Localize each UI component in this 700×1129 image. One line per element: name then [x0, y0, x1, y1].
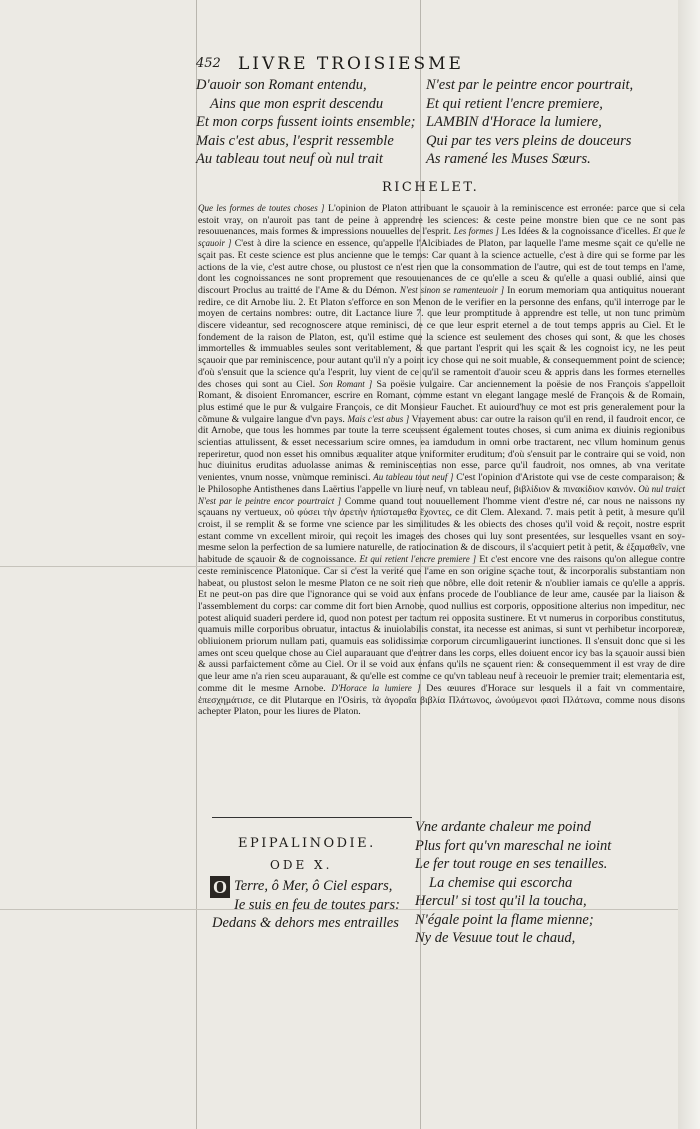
verse-line: Ains que mon esprit descendu: [210, 95, 384, 112]
verse-line: Mais c'est abus, l'esprit ressemble: [196, 132, 394, 149]
verse-line: Hercul' si tost qu'il la toucha,: [415, 893, 587, 909]
section-title: RICHELET.: [382, 180, 480, 195]
lemma: D'Horace la lumiere ]: [331, 682, 421, 693]
verse-line: LAMBIN d'Horace la lumiere,: [426, 114, 602, 130]
verse-line: Et qui retient l'encre premiere,: [426, 95, 603, 112]
lemma: Que les formes de toutes choses ]: [198, 203, 325, 213]
ode-left-column: [234, 877, 400, 914]
note-text: In eorum memoriam qua antiquitus nouerant redire, ce dit Arnobe liu. 2. Et Platon s'efforce en son Menon de le verifier en la personne des enfans, qu'il interroge par le moyen de certains nombres: outre, dit Lactance liure 7. que leur promptitude à apprendre est telle, ut non tunc primùm discere videantur, sed recognoscere atque reminisci, de ce que leur esprit eternel a de tout temps appris au Ciel. Et le fondement de la raison de Platon, est, qu'il estime que la science est seulement des choses qui sont, & que les choses immortelles & immuables seules sont veritablement, & que partant l'esprit qui les sçait & les cognoist icy, ne les peut sçauoir que par reminiscence, pour autant qu'il n'y a point icy chose qui ne soit muable, & consequemment point de science; d'où s'ensuit que la science qu'a l'esprit, luy vient de ce qu'il se ramentoit d'auoir sceu & appris dans les formes eternelles des choses qui sont au Ciel.: [198, 284, 685, 390]
verse-line: Dedans & dehors mes entrailles: [212, 915, 399, 931]
verse-line: La chemise qui escorcha: [429, 874, 573, 891]
note-text: Comme quand tout nouuellement l'homme vient d'estre né, car nous ne naissons ny sçauans ny vertueux, οὐ φύσει τὴν ἀρετὴν ἠπίσταμεθα ἔχοντες, ce dit Clem. Alexand. 7. mais petit à petit, à mesure qu'il croist, il se remplit & se forme vne science par les similitudes & les obiects des choses qu'il void & reçoit, nostre esprit estant comme vn excellent miroir, qui reçoit les images des choses qui luy sont presentées, sur lesquelles vsant en soy-mesme selon la perfection de sa lumiere naturelle, de ratiocination & de discours, il s'acquiert petit à petit, & ἐξαμαθεῖν, vne habitude de sçauoir & de cognoissance.: [198, 495, 685, 566]
ode-subtitle: ODE X.: [270, 858, 333, 872]
lemma: Les formes ]: [453, 226, 499, 237]
verse-line: Et mon corps fussent ioints ensemble;: [196, 114, 416, 130]
verse-right-column: [426, 76, 633, 169]
drop-cap: O: [210, 876, 230, 898]
fold-line: [196, 0, 197, 1129]
running-head: LIVRE TROISIESME: [238, 54, 464, 74]
verse-line: N'est par le peintre encor pourtrait,: [426, 77, 634, 93]
note-text: Vrayement abus: car outre la raison qu'il en rend, il faudroit encor, ce dit Arnobe, que tous les hommes par toute la terre sceussent également toutes choses, si cum anima ex diuinis regionibus scientias attulissent, & esset necessarium scire omnes, ea iamdudum in omni orbe tractarent, nec vllum hominum genus reperiretur, quod non esset his omnibus æqualiter atque vniformiter eruditum; d'où s'ensuit par le contraire qui se void, non huc diuinitus eruditas aduolasse animas & reminiscentias non esse, parce qu'il faudroit, nos omnes, ab vna veritate venientes, vnum nosse, vnùmque reminisci.: [198, 413, 686, 484]
verse-line: Au tableau tout neuf où nul trait: [196, 151, 383, 167]
lemma: Où nul traict N'est par le peintre encor pourtraict ]: [198, 483, 686, 506]
page-number: 452: [196, 56, 221, 71]
ode-title: EPIPALINODIE.: [238, 836, 376, 851]
verse-line: Le fer tout rouge en ses tenailles.: [415, 856, 608, 872]
commentary-text: [198, 203, 685, 718]
note-text: L'opinion de Platon attribuant le sçauoir à la reminiscence est erronée: parce que si cela estoit vray, on n'auroit pas tant de peine à apprendre les sciences: & ceste peine monstre bien que ce ne sont pas resouuenances, mais formes & impressions nouuelles de l'esprit.: [198, 203, 685, 238]
lemma: Mais c'est abus ]: [347, 413, 410, 424]
note-text: Les Idées & la cognoissance d'icelles.: [498, 226, 651, 238]
section-divider: [212, 817, 412, 818]
ode-right-column: [415, 818, 611, 948]
note-text: Des œuures d'Horace sur lesquels il a fait vn commentaire, ἐπεσχημάτισε, ce dit Plutarque en l'Osiris, τὰ ἀγοραῖα βιβλία Πλάτωνος, ὠνούμενοι φασὶ Πλάτωνα, comme nous disons achepter Platon, pour les liures de Platon.: [198, 682, 686, 718]
verse-line: Qui par tes vers pleins de douceurs: [426, 132, 632, 149]
commentary-block: [198, 203, 685, 718]
verse-line: Ie suis en feu de toutes pars:: [234, 896, 400, 913]
lemma: Au tableau tout neuf ]: [373, 472, 454, 483]
note-text: Sa poësie vulgaire. Car anciennement la poësie de nos François s'appelloit Romant, & disoient Enromancer, escrire en Romant, comme estant vn elegant langage meslé de François & de Romain, plus estimé que le pur & vulgaire François, ce dit Monsieur Fauchet. Et auiourd'huy ce mot est pris generalement pour la cõmune & vulgaire langue d'vn pays.: [198, 378, 686, 425]
verse-line: Ny de Vesuue tout le chaud,: [415, 930, 576, 946]
lemma: N'est sinon se ramenteuoir ]: [399, 284, 505, 295]
verse-line: D'auoir son Romant entendu,: [196, 77, 367, 93]
lemma: Et qui retient l'encre premiere ]: [359, 554, 477, 565]
lemma: Et que le sçauoir ]: [198, 226, 685, 249]
verse-line: Vne ardante chaleur me poind: [415, 819, 591, 835]
note-text: Et c'est encore vne des raisons qu'on allegue contre ceste reminiscence Platonique. Car si c'est la verité que l'ame en son origine sçache tout, & incorporalis substantiam non habeat, ou plustost selon le mesme Platon ce ne soit rien que nôbre, elle doit retenir & n'oublier iamais ce qu'elle a appris. Et ne peut-on pas dire que l'ignorance qui se void aux enfans procede de l'oubliance de leur ame, causée par la liaison & l'assemblement du corps: car comme dit fort bien Arnobe, quod nullius est corporis, oppositione alterius non impeditur, nec potest aliquid suaderi perdere id, quod non potest per tactum rei opposita sustinere. Et vt numerus in corporibus constitutus, quamuis mille corporibus obruatur, intactus & inuiolabilis constat, ita necesse est animas, si sunt vt perhibetur incorporeæ, obliuionem priorum nullam pati, quamuis eas solidissimæ corporum circumligauerint iunctiones. Il s'ensuit donc que si les ames ont sceu quelque chose au Ciel auparauant que d'entrer dans les corps, elles doiuent encor icy bas la sçauoir aussi bien & aussi parfaictement cõme au Ciel. Or il se void aux enfans qu'ils ne sçauent rien: & consequemment il est vray de dire que leur ame n'a rien sceu auparauant, & qu'elle est comme ce qu'vn tableau neuf à receuoir le premier trait; elementaria est, comme dit le mesme Arnobe.: [198, 554, 686, 694]
verse-line: Plus fort qu'vn mareschal ne ioint: [415, 837, 612, 854]
ode-left-continuation: [212, 914, 399, 933]
page-header: [196, 56, 544, 78]
verse-line: N'égale point la flame mienne;: [415, 911, 594, 928]
verse-line: Terre, ô Mer, ô Ciel espars,: [234, 878, 393, 894]
note-text: C'est l'opinion d'Aristote qui vse de ceste comparaison; & le Philosophe Antisthenes dans Laërtius l'appelle vn liure neuf, vn tableau neuf, βιβλίδιον & πινακίδιον καινόν.: [198, 472, 685, 495]
note-text: C'est à dire la science en essence, qu'appelle l'Alcibiades de Platon, par laquelle l'ame mesme sçait ce qu'elle ne sçait pas. Et ceste science est plus ancienne que le temps: Car quant à la science actuelle, c'est à dire qui se forme par les actions de la vie, c'est autre chose, ou plustost ce n'est rien que la consommation de l'autre, qui est de tout temps en l'ame, dont les cognoissances ne sont proprement que resouuenances de ce qu'elle a sceu & qu'elle a quasi oublié, ainsi que discourt Proclus au traitté de l'Ame & du Démon.: [198, 238, 685, 296]
verse-line: As ramené les Muses Sœurs.: [426, 151, 591, 167]
lemma: Son Romant ]: [319, 378, 373, 389]
verse-left-column: [196, 76, 416, 169]
